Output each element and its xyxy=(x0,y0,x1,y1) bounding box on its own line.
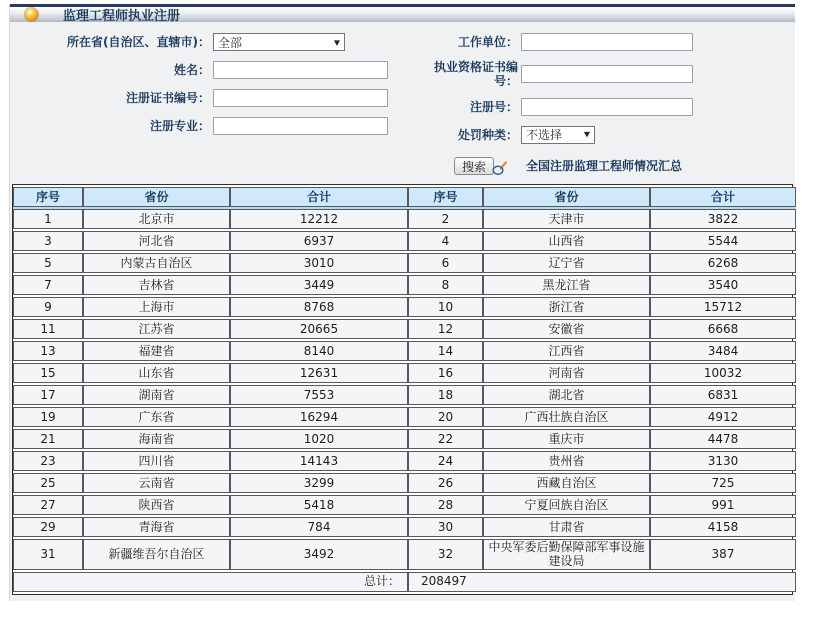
province-cell: 天津市 xyxy=(483,209,650,229)
seq-cell: 23 xyxy=(13,451,83,471)
total-row xyxy=(13,572,796,592)
seq-cell: 12 xyxy=(408,319,483,339)
reg-cert-no-input[interactable] xyxy=(213,89,388,107)
total-cell: 6268 xyxy=(650,253,796,273)
col-header-seq: 序号 xyxy=(13,187,83,207)
reg-no-input[interactable] xyxy=(521,98,693,116)
magnifier-pen-icon xyxy=(492,160,508,179)
province-cell: 甘肃省 xyxy=(483,517,650,537)
province-cell: 黑龙江省 xyxy=(483,275,650,295)
seq-cell: 14 xyxy=(408,341,483,361)
page-content xyxy=(9,4,795,601)
name-input[interactable] xyxy=(213,61,388,79)
province-cell: 新疆维吾尔自治区 xyxy=(83,539,230,570)
table-row xyxy=(13,363,796,383)
province-cell: 山西省 xyxy=(483,231,650,251)
name-label: 姓名： xyxy=(173,62,210,77)
penalty-select[interactable] xyxy=(521,126,595,144)
province-cell: 贵州省 xyxy=(483,451,650,471)
col-header-province: 省份 xyxy=(483,187,650,207)
seq-cell: 10 xyxy=(408,297,483,317)
bullet-icon xyxy=(25,8,38,21)
total-cell: 3540 xyxy=(650,275,796,295)
table-row xyxy=(13,539,796,570)
seq-cell: 13 xyxy=(13,341,83,361)
seq-cell: 11 xyxy=(13,319,83,339)
table-header-row xyxy=(13,187,796,207)
reg-no-label: 注册号： xyxy=(469,99,518,114)
seq-cell: 29 xyxy=(13,517,83,537)
total-cell: 7553 xyxy=(230,385,408,405)
seq-cell: 7 xyxy=(13,275,83,295)
qual-cert-no-input[interactable] xyxy=(521,65,693,83)
seq-cell: 9 xyxy=(13,297,83,317)
province-cell: 湖南省 xyxy=(83,385,230,405)
province-cell: 西藏自治区 xyxy=(483,473,650,493)
qual-cert-no-label: 执业资格证书编号： xyxy=(433,60,518,89)
seq-cell: 8 xyxy=(408,275,483,295)
total-cell: 8768 xyxy=(230,297,408,317)
total-cell: 16294 xyxy=(230,407,408,427)
seq-cell: 1 xyxy=(13,209,83,229)
seq-cell: 5 xyxy=(13,253,83,273)
province-cell: 山东省 xyxy=(83,363,230,383)
table-row xyxy=(13,407,796,427)
province-cell: 吉林省 xyxy=(83,275,230,295)
total-cell: 15712 xyxy=(650,297,796,317)
seq-cell: 6 xyxy=(408,253,483,273)
province-cell: 上海市 xyxy=(83,297,230,317)
total-cell: 6668 xyxy=(650,319,796,339)
search-form xyxy=(10,22,795,181)
reg-major-label: 注册专业： xyxy=(149,118,210,133)
province-cell: 四川省 xyxy=(83,451,230,471)
total-cell: 4478 xyxy=(650,429,796,449)
col-header-province: 省份 xyxy=(83,187,230,207)
total-label: 总计： xyxy=(13,572,408,592)
province-cell: 广西壮族自治区 xyxy=(483,407,650,427)
province-cell: 北京市 xyxy=(83,209,230,229)
province-cell: 中央军委后勤保障部军事设施建设局 xyxy=(483,539,650,570)
total-cell: 3010 xyxy=(230,253,408,273)
total-cell: 4158 xyxy=(650,517,796,537)
province-cell: 安徽省 xyxy=(483,319,650,339)
seq-cell: 2 xyxy=(408,209,483,229)
province-cell: 重庆市 xyxy=(483,429,650,449)
table-row xyxy=(13,253,796,273)
seq-cell: 28 xyxy=(408,495,483,515)
search-button[interactable]: 搜索 xyxy=(454,157,494,175)
total-cell: 991 xyxy=(650,495,796,515)
seq-cell: 15 xyxy=(13,363,83,383)
total-cell: 14143 xyxy=(230,451,408,471)
province-cell: 湖北省 xyxy=(483,385,650,405)
col-header-seq: 序号 xyxy=(408,187,483,207)
penalty-select-value: 不选择 xyxy=(526,128,563,143)
province-cell: 福建省 xyxy=(83,341,230,361)
page-title: 监理工程师执业注册 xyxy=(63,9,181,24)
table-row xyxy=(13,209,796,229)
province-cell: 海南省 xyxy=(83,429,230,449)
seq-cell: 25 xyxy=(13,473,83,493)
province-cell: 辽宁省 xyxy=(483,253,650,273)
total-cell: 387 xyxy=(650,539,796,570)
province-cell: 青海省 xyxy=(83,517,230,537)
reg-cert-no-label: 注册证书编号： xyxy=(125,90,210,105)
seq-cell: 20 xyxy=(408,407,483,427)
total-cell: 6937 xyxy=(230,231,408,251)
seq-cell: 19 xyxy=(13,407,83,427)
national-summary-link[interactable]: 全国注册监理工程师情况汇总 xyxy=(526,159,683,174)
province-cell: 云南省 xyxy=(83,473,230,493)
seq-cell: 24 xyxy=(408,451,483,471)
total-cell: 3130 xyxy=(650,451,796,471)
total-cell: 12212 xyxy=(230,209,408,229)
table-row xyxy=(13,275,796,295)
table-row xyxy=(13,495,796,515)
seq-cell: 16 xyxy=(408,363,483,383)
total-cell: 3449 xyxy=(230,275,408,295)
table-row xyxy=(13,297,796,317)
province-cell: 陕西省 xyxy=(83,495,230,515)
summary-table-wrap xyxy=(12,184,793,595)
form-right-column xyxy=(426,32,795,179)
penalty-label: 处罚种类： xyxy=(457,127,518,142)
total-cell: 8140 xyxy=(230,341,408,361)
table-row xyxy=(13,429,796,449)
province-cell: 江苏省 xyxy=(83,319,230,339)
col-header-total: 合计 xyxy=(650,187,796,207)
total-cell: 5544 xyxy=(650,231,796,251)
seq-cell: 18 xyxy=(408,385,483,405)
table-row xyxy=(13,231,796,251)
province-cell: 河南省 xyxy=(483,363,650,383)
total-cell: 4912 xyxy=(650,407,796,427)
total-cell: 3299 xyxy=(230,473,408,493)
total-cell: 20665 xyxy=(230,319,408,339)
province-cell: 广东省 xyxy=(83,407,230,427)
table-row xyxy=(13,473,796,493)
table-row xyxy=(13,385,796,405)
form-left-column xyxy=(10,32,412,179)
table-row xyxy=(13,451,796,471)
col-header-total: 合计 xyxy=(230,187,408,207)
table-row xyxy=(13,517,796,537)
total-value: 208497 xyxy=(408,572,796,592)
total-cell: 3492 xyxy=(230,539,408,570)
seq-cell: 30 xyxy=(408,517,483,537)
total-cell: 3822 xyxy=(650,209,796,229)
seq-cell: 3 xyxy=(13,231,83,251)
province-cell: 河北省 xyxy=(83,231,230,251)
summary-table xyxy=(13,185,796,594)
province-select-value: 全部 xyxy=(218,35,243,50)
work-unit-input[interactable] xyxy=(521,33,693,51)
province-cell: 宁夏回族自治区 xyxy=(483,495,650,515)
province-cell: 江西省 xyxy=(483,341,650,361)
total-cell: 784 xyxy=(230,517,408,537)
total-cell: 12631 xyxy=(230,363,408,383)
province-label: 所在省(自治区、直辖市)： xyxy=(67,34,210,49)
seq-cell: 32 xyxy=(408,539,483,570)
total-cell: 10032 xyxy=(650,363,796,383)
total-cell: 5418 xyxy=(230,495,408,515)
seq-cell: 21 xyxy=(13,429,83,449)
province-select[interactable] xyxy=(213,33,345,51)
seq-cell: 17 xyxy=(13,385,83,405)
total-cell: 1020 xyxy=(230,429,408,449)
seq-cell: 22 xyxy=(408,429,483,449)
province-cell: 浙江省 xyxy=(483,297,650,317)
province-cell: 内蒙古自治区 xyxy=(83,253,230,273)
total-cell: 725 xyxy=(650,473,796,493)
seq-cell: 4 xyxy=(408,231,483,251)
table-row xyxy=(13,319,796,339)
seq-cell: 31 xyxy=(13,539,83,570)
total-cell: 3484 xyxy=(650,341,796,361)
chevron-down-icon: ▼ xyxy=(583,130,590,139)
titlebar xyxy=(10,4,795,22)
chevron-down-icon: ▼ xyxy=(333,37,340,47)
reg-major-input[interactable] xyxy=(213,117,388,135)
table-row xyxy=(13,341,796,361)
seq-cell: 26 xyxy=(408,473,483,493)
work-unit-label: 工作单位： xyxy=(457,34,518,49)
seq-cell: 27 xyxy=(13,495,83,515)
total-cell: 6831 xyxy=(650,385,796,405)
